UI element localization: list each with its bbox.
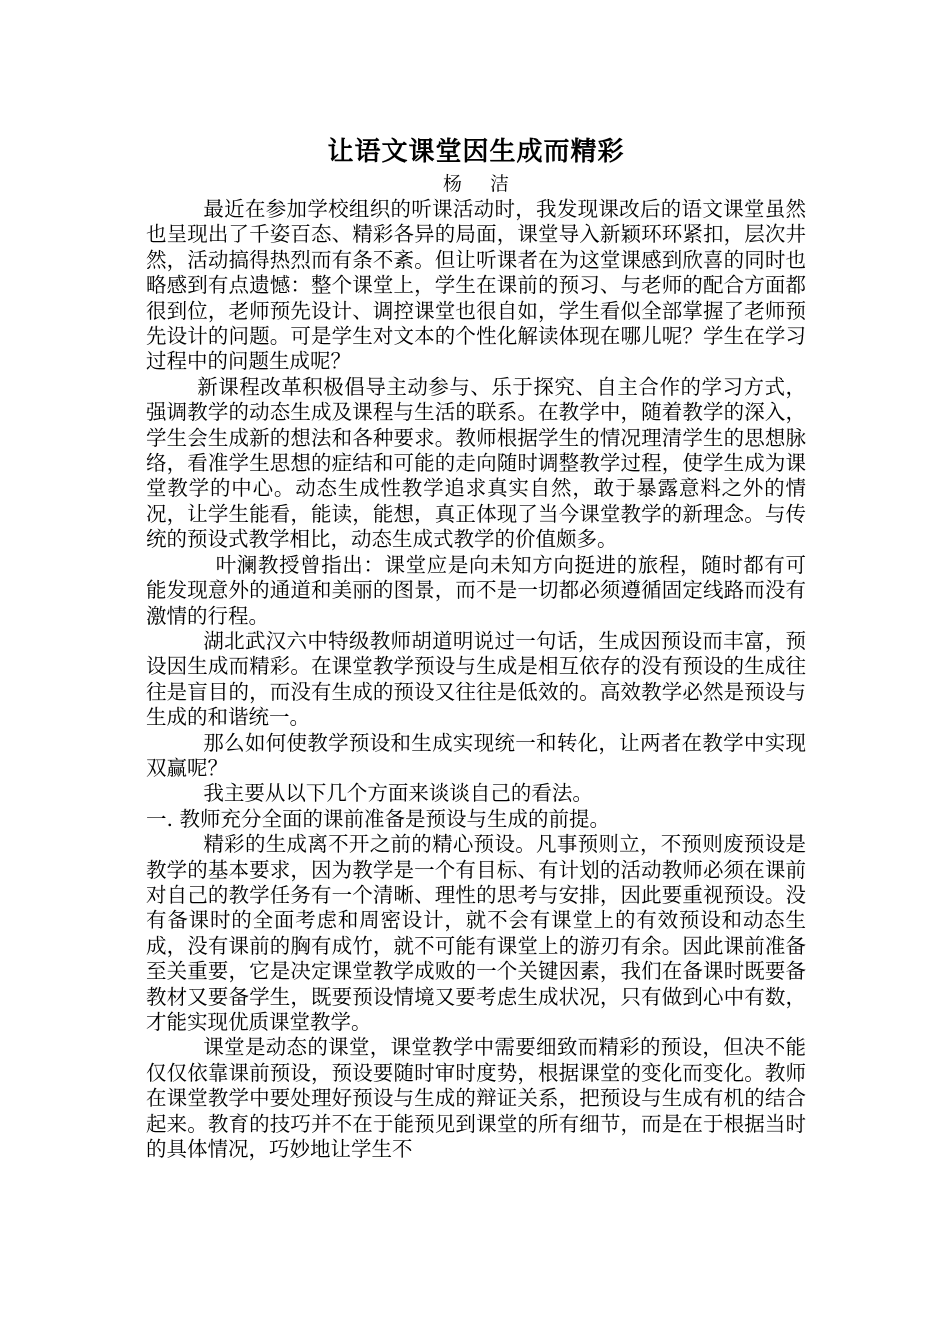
paragraph-ye-lan-quote: 叶澜教授曾指出：课堂应是向未知方向挺进的旅程，随时都有可能发现意外的通道和美丽的图景，而不是一切都必须遵循固定线路而没有激情的行程。: [146, 552, 806, 628]
article-title: 让语文课堂因生成而精彩: [327, 137, 625, 167]
paragraph-question: 那么如何使教学预设和生成实现统一和转化，让两者在教学中实现双赢呢？: [146, 730, 806, 780]
paragraph-section1-preparation: 精彩的生成离不开之前的精心预设。凡事预则立，不预则废预设是教学的基本要求，因为教学是一个有目标、有计划的活动教师必须在课前对自己的教学任务有一个清晰、理性的思考与安排，因此要重视预设。没有备课时的全面考虑和周密设计，就不会有课堂上的有效预设和动态生成，没有课前的胸有成竹，就不可能有课堂上的游刃有余。因此课前准备至关重要，它是决定课堂教学成败的一个关键因素，我们在备课时既要备教材又要备学生，既要预设情境又要考虑生成状况，只有做到心中有数，才能实现优质课堂教学。: [146, 832, 806, 1034]
paragraph-hu-daoming-quote: 湖北武汉六中特级教师胡道明说过一句话，生成因预设而丰富，预设因生成而精彩。在课堂教学预设与生成是相互依存的没有预设的生成往往是盲目的，而没有生成的预设又往往是低效的。高效教学必然是预设与生成的和谐统一。: [146, 628, 806, 730]
paragraph-section1-dynamic: 课堂是动态的课堂，课堂教学中需要细致而精彩的预设，但决不能仅仅依靠课前预设，预设要随时审时度势，根据课堂的变化而变化。教师在课堂教学中要处理好预设与生成的辩证关系，把预设与生成有机的结合起来。教育的技巧并不在于能预见到课堂的所有细节，而是在于根据当时的具体情况，巧妙地让学生不: [146, 1035, 806, 1162]
paragraph-intro: 最近在参加学校组织的听课活动时，我发现课改后的语文课堂虽然也呈现出了千姿百态、精彩各异的局面，课堂导入新颖环环紧扣，层次井然，活动搞得热烈而有条不紊。但让听课者在为这堂课感到欣喜的同时也略感到有点遗憾：整个课堂上，学生在课前的预习、与老师的配合方面都很到位，老师预先设计、调控课堂也很自如，学生看似全部掌握了老师预先设计的问题。可是学生对文本的个性化解读体现在哪儿呢？学生在学习过程中的问题生成呢？: [146, 197, 806, 374]
paragraph-new-curriculum: 新课程改革积极倡导主动参与、乐于探究、自主合作的学习方式，强调教学的动态生成及课程与生活的联系。在教学中，随着教学的深入，学生会生成新的想法和各种要求。教师根据学生的情况理清学生的思想脉络，看准学生思想的症结和可能的走向随时调整教学过程，使学生成为课堂教学的中心。动态生成性教学追求真实自然，敢于暴露意料之外的情况，让学生能看，能读，能想，真正体现了当今课堂教学的新理念。与传统的预设式教学相比，动态生成式教学的价值颇多。: [146, 374, 806, 552]
article-author: 杨洁: [442, 173, 537, 195]
paragraph-outline: 我主要从以下几个方面来谈谈自己的看法。: [203, 781, 593, 806]
section-heading-1: 一. 教师充分全面的课前准备是预设与生成的前提。: [146, 806, 611, 831]
document-page: [146, 132, 806, 1162]
